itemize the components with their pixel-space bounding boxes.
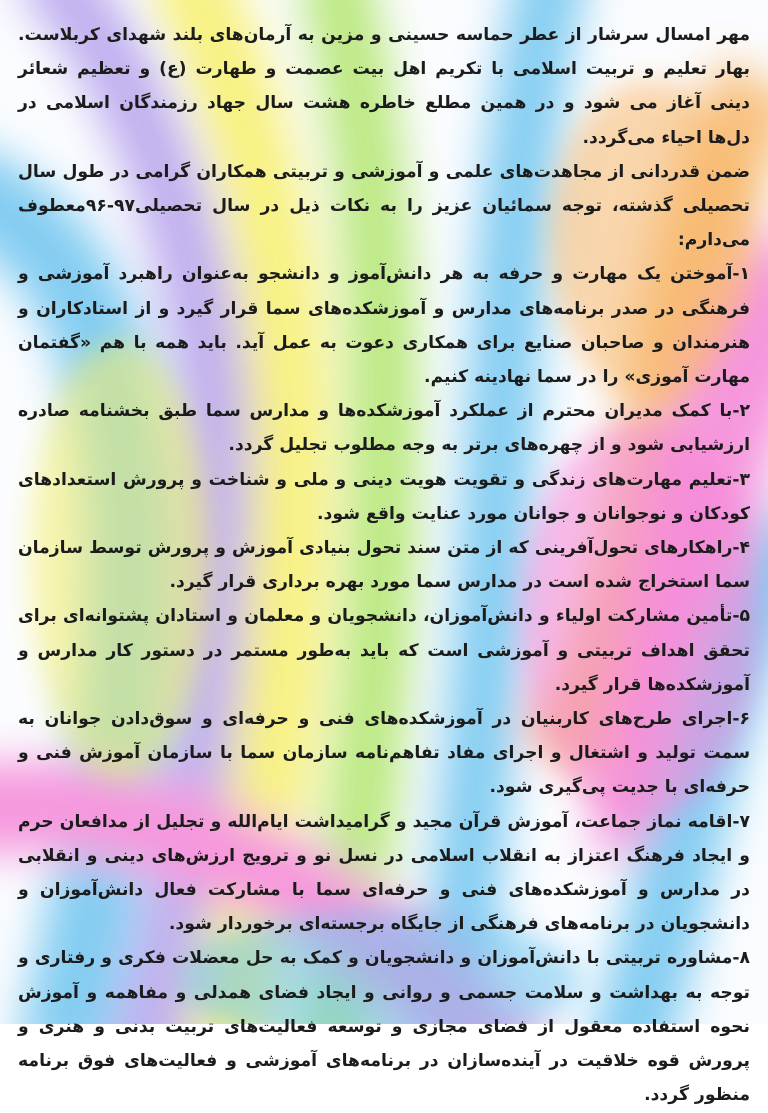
document-body xyxy=(18,18,750,1113)
appreciation-paragraph: ضمن قدردانی از مجاهدت‌های علمی و آموزشی و تربیتی همکاران گرامی در طول سال تحصیلی گذشته، توجه سمائیان عزیز را به نکات ذیل در سال تحصیلی۹۷-۹۶معطوف می‌دارم: xyxy=(18,161,750,251)
point-3-paragraph: ۳-تعلیم مهارت‌های زندگی و تقویت هویت دینی و ملی و شناخت و پرورش استعدادهای کودکان و نوجوانان و جوانان مورد عنایت واقع شود. xyxy=(18,469,750,524)
intro-paragraph: مهر امسال سرشار از عطر حماسه حسینی و مزین به آرمان‌های بلند شهدای کربلاست. بهار تعلیم و تربیت اسلامی با تکریم اهل بیت عصمت و طهارت (ع) و تعظیم شعائر دینی آغاز می شود و در همین مطلع خاطره هشت سال جهاد رزمندگان اسلامی در دل‌ها احیاء می‌گردد. xyxy=(18,25,750,148)
point-1-paragraph: ۱-آموختن یک مهارت و حرفه به هر دانش‌آموز و دانشجو به‌عنوان راهبرد آموزشی و فرهنگی در صدر برنامه‌های مدارس و آموزشکده‌های سما قرار گیرد و از استادکاران و هنرمندان و صاحبان صنایع برای همکاری دعوت به عمل آید. باید همه با هم «گفتمان مهارت آموزی» را در سما نهادینه کنیم. xyxy=(18,264,750,388)
point-4-paragraph: ۴-راهکارهای تحول‌آفرینی که از متن سند تحول بنیادی آموزش و پرورش توسط سازمان سما استخراج شده است در مدارس سما مورد بهره برداری قرار گیرد. xyxy=(18,538,750,593)
point-8-paragraph: ۸-مشاوره تربیتی با دانش‌آموزان و دانشجویان و کمک به حل معضلات فکری و رفتاری و توجه به بهداشت و سلامت جسمی و روانی و ایجاد فضای همدلی و مفاهمه و آموزش نحوه استفاده معقول از فضای مجازی و توسعه فعالیت‌های تربیت بدنی و هنری و پرورش قوه خلاقیت در آینده‌سازان در برنامه‌های آموزشی و فعالیت‌های فوق برنامه منظور گردد. xyxy=(18,948,750,1106)
point-2-paragraph: ۲-با کمک مدیران محترم از عملکرد آموزشکده‌ها و مدارس سما طبق بخشنامه صادره ارزشیابی شود و از چهره‌های برتر به وجه مطلوب تجلیل گردد. xyxy=(18,401,750,456)
point-5-paragraph: ۵-تأمین مشارکت اولیاء و دانش‌آموزان، دانشجویان و معلمان و استادان پشتوانه‌ای برای تحقق اهداف تربیتی و آموزشی است که باید به‌طور مستمر در دستور کار مدارس و آموزشکده‌ها قرار گیرد. xyxy=(18,606,750,695)
point-6-paragraph: ۶-اجرای طرح‌های کاربنیان در آموزشکده‌های فنی و حرفه‌ای و سوق‌دادن جوانان به سمت تولید و اشتغال و اجرای مفاد تفاهم‌نامه سازمان سما با سازمان آموزش فنی و حرفه‌ای با جدیت پی‌گیری شود. xyxy=(18,709,750,798)
point-7-paragraph: ۷-اقامه نماز جماعت، آموزش قرآن مجید و گرامیداشت ایام‌الله و تجلیل از مدافعان حرم و ایجاد فرهنگ اعتزاز به انقلاب اسلامی در نسل نو و ترویج ارزش‌های دینی و انقلابی در مدارس و آموزشکده‌های فنی و حرفه‌ای سما با مشارکت فعال دانش‌آموزان و دانشجویان در برنامه‌های فرهنگی از جایگاه برجسته‌ای برخوردار شود. xyxy=(18,811,750,935)
